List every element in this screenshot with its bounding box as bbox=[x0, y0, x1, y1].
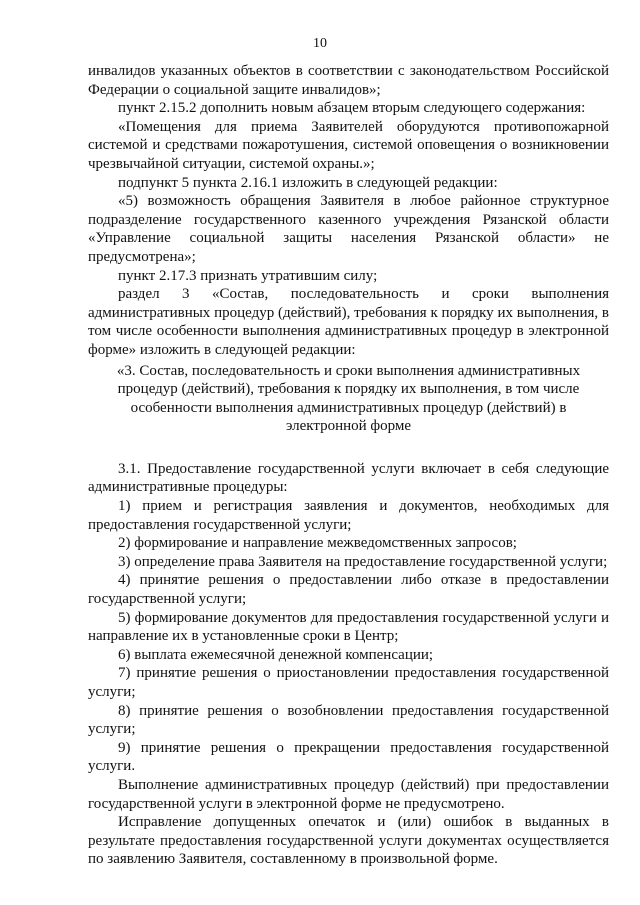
procedure-item-7: 7) принятие решения о приостановлении предоставления государственной услуги; bbox=[88, 665, 609, 700]
paragraph-1: инвалидов указанных объектов в соответствии с законодательством Российской Федерации о социальной защите инвалидов»; bbox=[88, 63, 609, 98]
procedure-item-4: 4) принятие решения о предоставлении либо отказе в предоставлении государственной услуги; bbox=[88, 572, 609, 608]
procedure-item-1: 1) прием и регистрация заявления и документов, необходимых для предоставления государственной услуги; bbox=[88, 498, 609, 533]
document-body bbox=[88, 62, 609, 869]
paragraph-3: «Помещения для приема Заявителей оборудуются противопожарной системой и средствами пожаротушения, системой оповещения о возникновении чрезвычайной ситуации, системой охраны.»; bbox=[88, 118, 609, 172]
paragraph-2: пункт 2.15.2 дополнить новым абзацем вторым следующего содержания: bbox=[118, 100, 586, 117]
procedure-item-3: 3) определение права Заявителя на предоставление государственной услуги; bbox=[118, 553, 608, 570]
page-number: 10 bbox=[313, 36, 327, 51]
procedure-item-2: 2) формирование и направление межведомственных запросов; bbox=[118, 535, 517, 552]
section-paragraph-corrections: Исправление допущенных опечаток и (или) ошибок в выданных в результате предоставления государственной услуги документах осуществляется по заявлению Заявителя, составленному в произвольной форме. bbox=[88, 814, 609, 868]
procedure-item-6: 6) выплата ежемесячной денежной компенсации; bbox=[118, 646, 434, 663]
section-paragraph-1: 3.1. Предоставление государственной услуги включает в себя следующие административные процедуры: bbox=[88, 460, 609, 496]
paragraph-6: пункт 2.17.3 признать утратившим силу; bbox=[118, 267, 378, 284]
procedure-item-5: 5) формирование документов для предоставления государственной услуги и направление их в установленные сроки в Центр; bbox=[88, 609, 609, 645]
section-paragraph-electronic: Выполнение административных процедур (действий) при предоставлении государственной услуги в электронной форме не предусмотрено. bbox=[88, 776, 609, 812]
section-gap bbox=[88, 436, 609, 460]
procedure-item-9: 9) принятие решения о прекращении предоставления государственной услуги. bbox=[88, 739, 609, 775]
paragraph-4: подпункт 5 пункта 2.16.1 изложить в следующей редакции: bbox=[118, 174, 498, 191]
section-heading: «3. Состав, последовательность и сроки выполнения административных процедур (действий), требования к порядку их выполнения, в том числе особенности выполнения административных процедур (действий) в электронной форме bbox=[116, 362, 581, 435]
paragraph-5: «5) возможность обращения Заявителя в любое районное структурное подразделение государственного казенного учреждения Рязанской области «Управление социальной защиты населения Рязанской области» не предусмотрена»; bbox=[88, 193, 609, 265]
procedure-item-8: 8) принятие решения о возобновлении предоставления государственной услуги; bbox=[88, 702, 609, 738]
paragraph-7: раздел 3 «Состав, последовательность и сроки выполнения административных процедур (действий), требования к порядку их выполнения, в том числе особенности выполнения административных процедур в электронной форме» изложить в следующей редакции: bbox=[88, 286, 609, 358]
